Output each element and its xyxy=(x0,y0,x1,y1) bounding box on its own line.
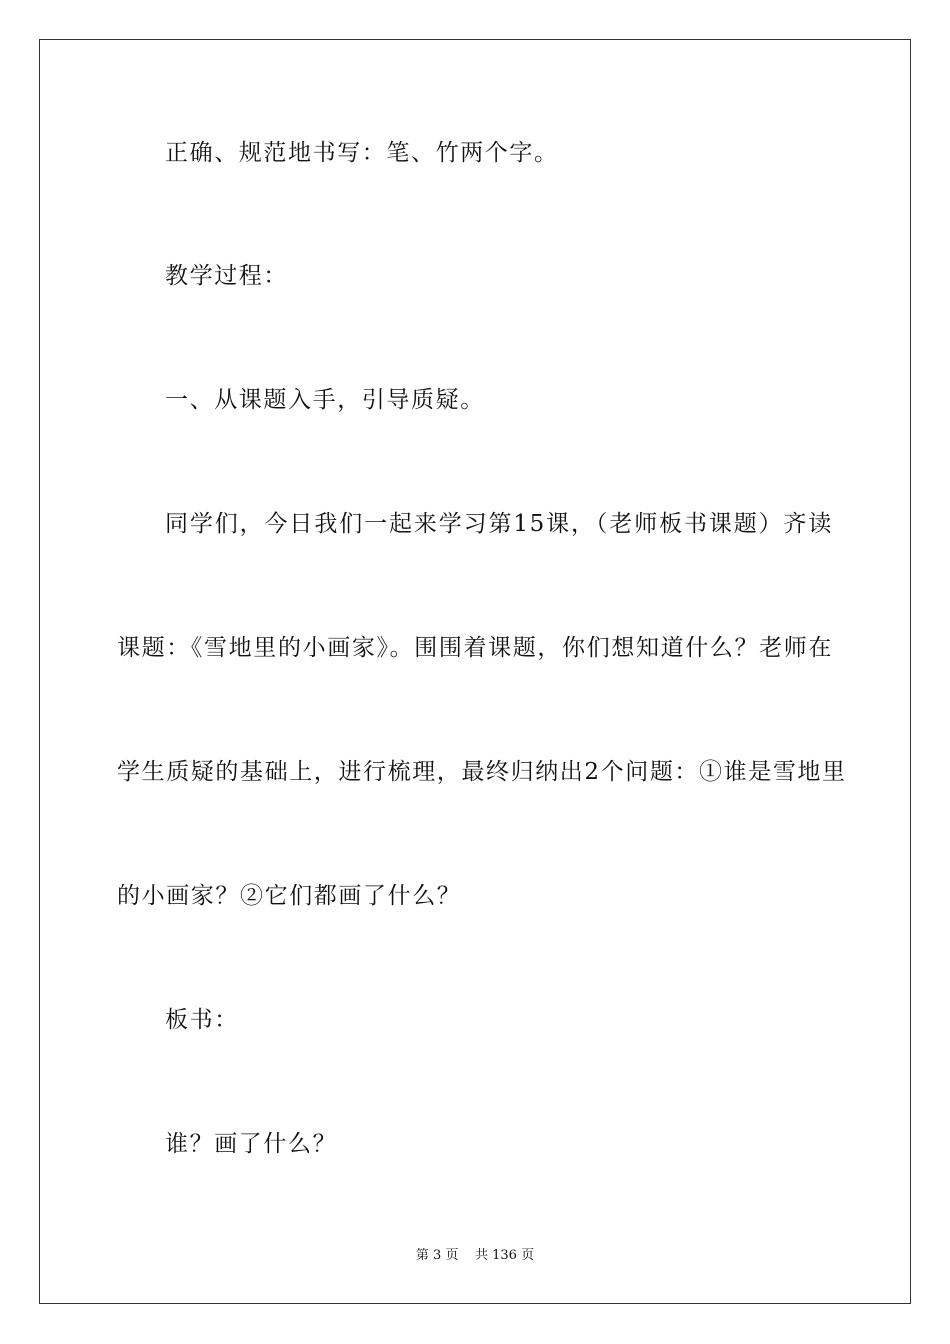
paragraph-writing-goal: 正确、规范地书写：笔、竹两个字。 xyxy=(165,140,559,166)
page-number-footer: 第 3 页 共 136 页 xyxy=(415,1248,535,1263)
heading-teaching-process: 教学过程： xyxy=(165,263,288,289)
section-heading-one: 一、从课题入手，引导质疑。 xyxy=(165,387,485,413)
blackboard-content: 谁？画了什么？ xyxy=(165,1131,338,1157)
paragraph-line-2: 课题：《雪地里的小画家》。围围着课题，你们想知道什么？老师在 xyxy=(117,635,833,661)
blackboard-label: 板书： xyxy=(165,1007,239,1033)
paragraph-line-3: 学生质疑的基础上，进行梳理，最终归纳出2个问题：①谁是雪地里 xyxy=(117,759,847,785)
paragraph-line-1: 同学们，今日我们一起来学习第15课，（老师板书课题）齐读 xyxy=(165,511,833,537)
page-border xyxy=(39,39,911,1304)
paragraph-line-4: 的小画家？②它们都画了什么？ xyxy=(117,883,462,909)
